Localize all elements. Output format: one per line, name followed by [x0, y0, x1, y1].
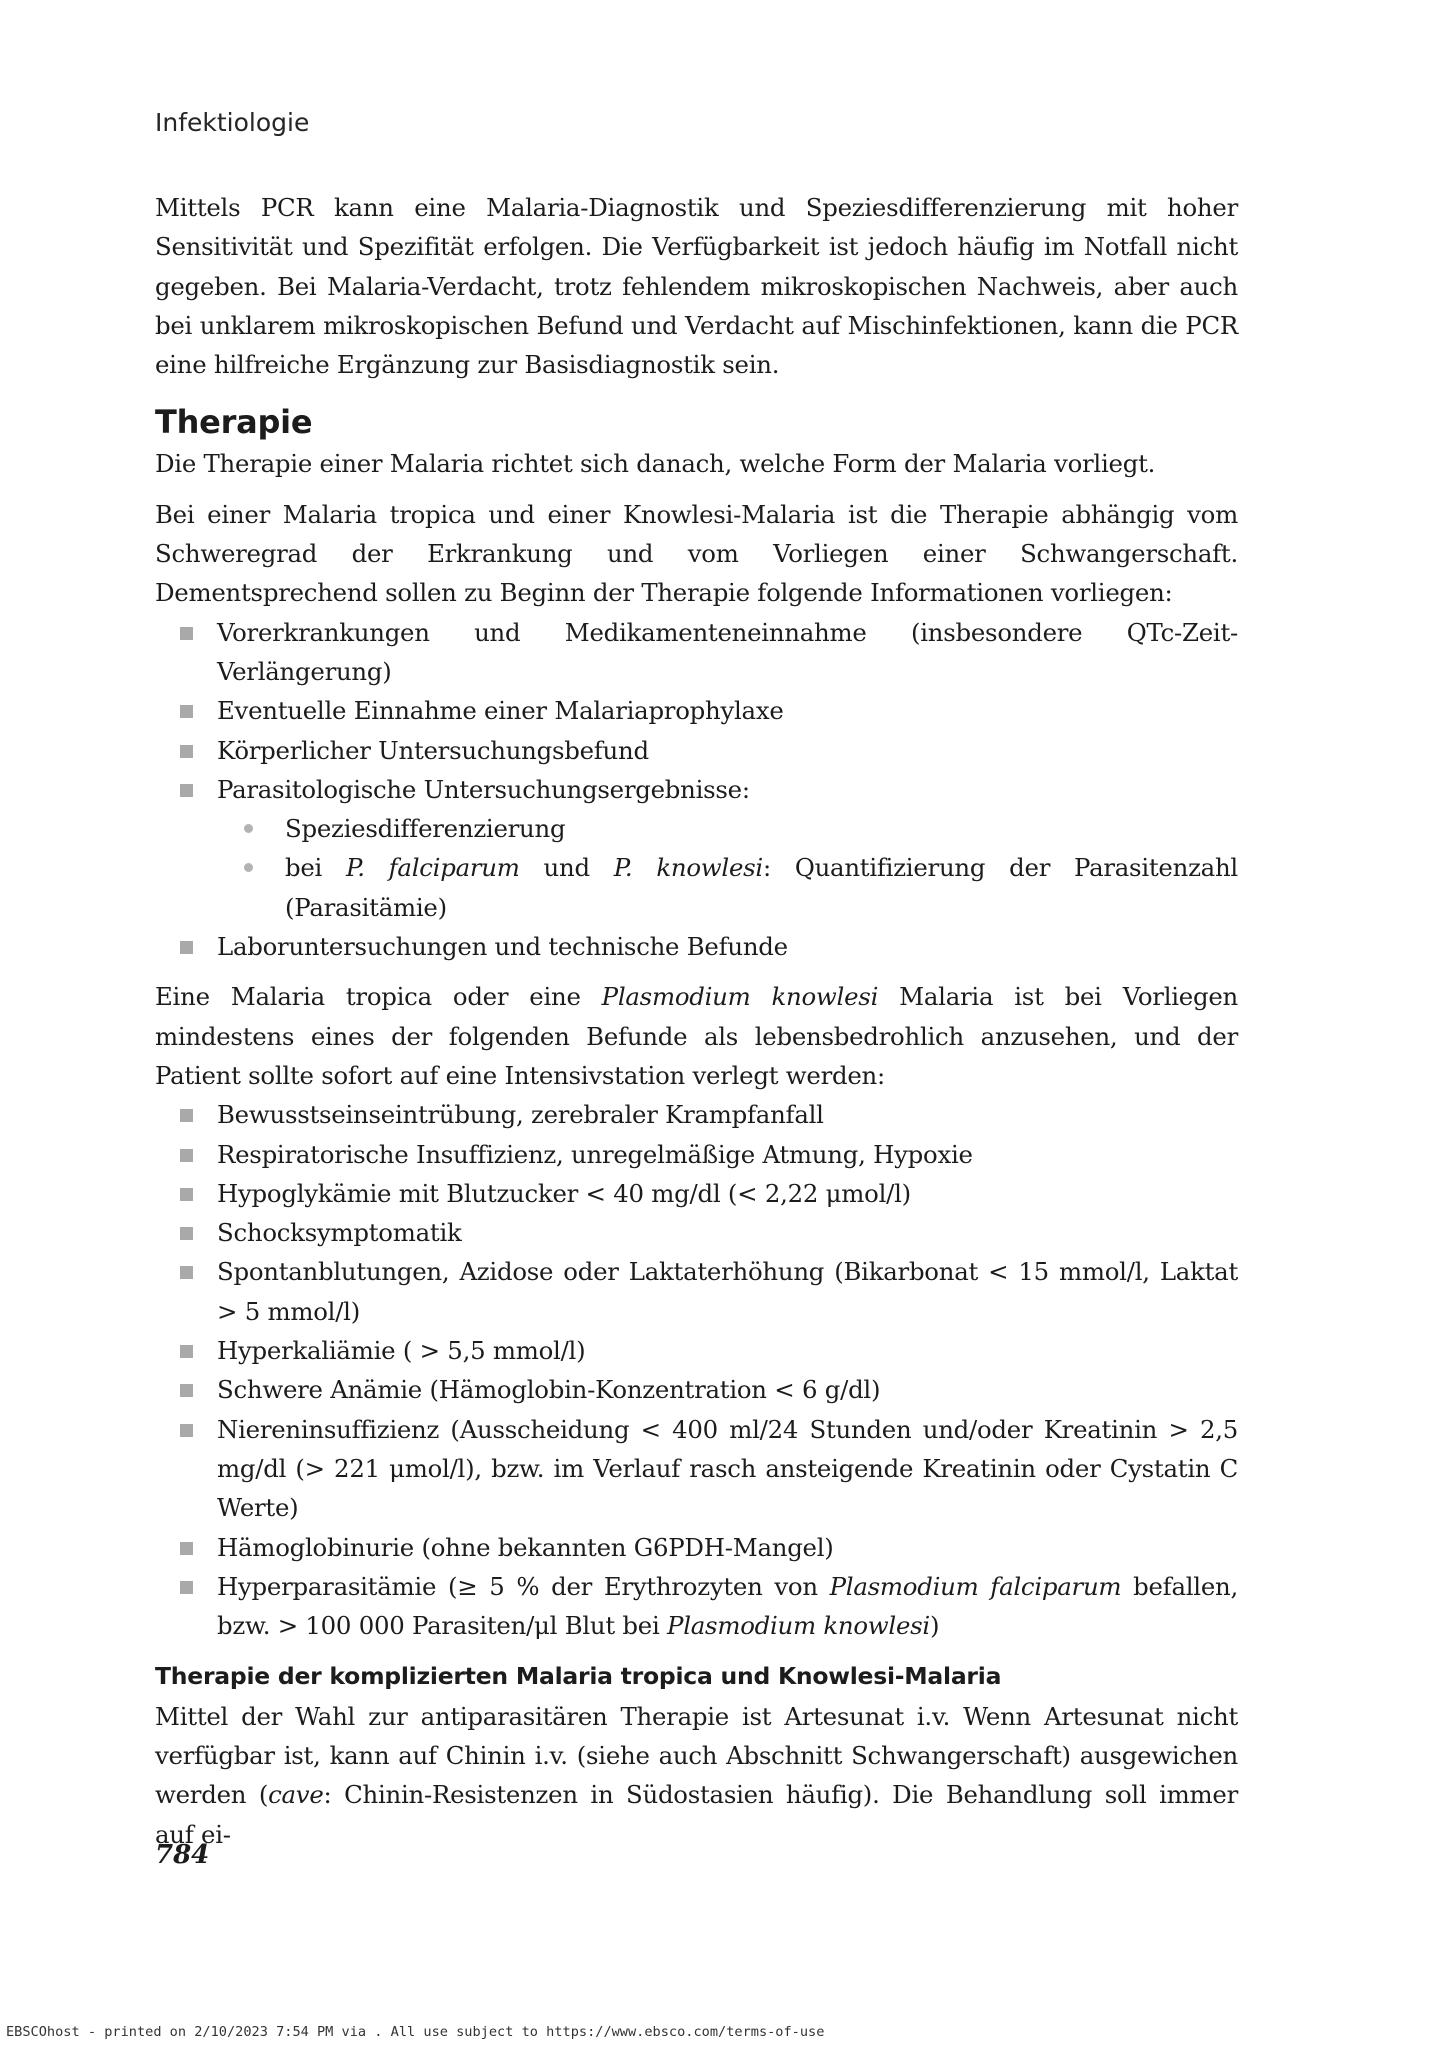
therapie-paragraph-2: Bei einer Malaria tropica und einer Knowlesi-Malaria ist die Therapie abhängig vom Schweregrad der Erkrankung und vom Vorliegen einer Schwangerschaft. Dementsprechend sollen zu Beginn der Therapie folgende Informationen vorliegen:	[155, 499, 1238, 608]
therapie-paragraph-1: Die Therapie einer Malaria richtet sich danach, welche Form der Malaria vorliegt.	[155, 449, 1156, 479]
text-run: Hyperparasitämie (≥ 5 % der Erythrozyten von	[217, 1571, 830, 1601]
square-bullet-icon	[180, 1188, 193, 1201]
page-content	[155, 188, 1238, 1854]
square-bullet-icon	[180, 1149, 193, 1162]
text-run: und	[519, 853, 614, 883]
list-item-text: Hyperkaliämie ( > 5,5 mmol/l)	[217, 1336, 586, 1366]
list-item-text: Schwere Anämie (Hämoglobin-Konzentration < 6 g/dl)	[217, 1375, 881, 1405]
list-item	[155, 731, 1238, 770]
square-bullet-icon	[180, 1384, 193, 1397]
list-item	[155, 1331, 1238, 1370]
sub-list	[217, 809, 1238, 927]
square-bullet-icon	[180, 1424, 193, 1437]
square-bullet-icon	[180, 1266, 193, 1279]
square-bullet-icon	[180, 1227, 193, 1240]
list-item-text: Laboruntersuchungen und technische Befunde	[217, 932, 788, 962]
list-item	[155, 691, 1238, 730]
list-item	[155, 1174, 1238, 1213]
komplizierte-paragraph	[155, 1697, 1238, 1854]
sub-list-item-text: Speziesdifferenzierung	[285, 814, 566, 844]
round-bullet-icon	[244, 824, 253, 833]
list-item-text: Hämoglobinurie (ohne bekannten G6PDH-Mangel)	[217, 1532, 834, 1562]
list-item-text: Hypoglykämie mit Blutzucker < 40 mg/dl (< 2,22 μmol/l)	[217, 1178, 911, 1208]
list-item	[155, 1370, 1238, 1409]
list-item	[155, 613, 1238, 692]
italic-species-name: Plasmodium falciparum	[829, 1571, 1122, 1601]
italic-species-name: P. knowlesi	[613, 853, 763, 883]
square-bullet-icon	[180, 627, 193, 640]
section-heading-therapie: Therapie	[155, 403, 313, 442]
italic-species-name: P. falciparum	[346, 853, 520, 883]
text-run: befallen, bzw. > 100 000 Parasiten/μl Blut bei	[217, 1571, 1238, 1641]
text-run: Mittel der Wahl zur antiparasitären Therapie ist Artesunat i.v. Wenn Artesunat nicht verfügbar ist, kann auf Chinin i.v. (siehe auch Abschnitt Schwangerschaft) ausgewichen werden (	[155, 1701, 1238, 1810]
criteria-list	[155, 1095, 1238, 1645]
square-bullet-icon	[180, 941, 193, 954]
text-run: Malaria ist bei Vorliegen mindestens eines der folgenden Befunde als lebensbedrohlich anzusehen, und der Patient sollte sofort auf eine Intensivstation verlegt werden:	[155, 982, 1238, 1090]
list-item-text: Schocksymptomatik	[217, 1218, 462, 1248]
text-run: bei	[285, 853, 347, 883]
list-item-text: Bewusstseinseintrübung, zerebraler Krampfanfall	[217, 1100, 824, 1130]
list-item-text: Parasitologische Untersuchungsergebnisse:	[217, 774, 750, 804]
list-item-text: Vorerkrankungen und Medikamenteneinnahme (insbesondere QTc-Zeit-Verlängerung)	[217, 617, 1238, 686]
list-item	[155, 1135, 1238, 1174]
list-item	[155, 927, 1238, 966]
round-bullet-icon	[244, 863, 253, 872]
subsection-heading: Therapie der komplizierten Malaria tropica und Knowlesi-Malaria	[155, 1662, 1002, 1691]
list-item	[155, 1528, 1238, 1567]
sub-list-item	[155, 809, 1238, 848]
square-bullet-icon	[180, 705, 193, 718]
italic-species-name: Plasmodium knowlesi	[601, 982, 879, 1012]
list-item-text: Körperlicher Untersuchungsbefund	[217, 735, 649, 765]
intro-paragraph: Mittels PCR kann eine Malaria-Diagnostik und Speziesdifferenzierung mit hoher Sensitivität und Spezifität erfolgen. Die Verfügbarkeit ist jedoch häufig im Notfall nicht gegeben. Bei Malaria-Verdacht, trotz fehlendem mikroskopischen Nachweis, aber auch bei unklarem mikroskopischen Befund und Verdacht auf Mischinfektionen, kann die PCR eine hilfreiche Ergänzung zur Basisdiagnostik sein.	[155, 193, 1238, 380]
square-bullet-icon	[180, 1542, 193, 1555]
italic-species-name: Plasmodium knowlesi	[667, 1611, 930, 1641]
text-run: : Quantifizierung der Parasitenzahl (Parasitämie)	[285, 853, 1238, 922]
info-list	[155, 613, 1238, 967]
square-bullet-icon	[180, 784, 193, 797]
text-run: : Chinin-Resistenzen in Südostasien häufig). Die Behandlung soll immer auf ei-	[155, 1780, 1239, 1849]
text-run: Eine Malaria tropica oder eine	[155, 982, 602, 1012]
sub-list-item	[155, 848, 1238, 927]
print-footer: EBSCOhost - printed on 2/10/2023 7:54 PM via . All use subject to https://www.ebsco.com/terms-of-use	[6, 2024, 825, 2040]
list-item	[155, 1213, 1238, 1252]
list-item	[155, 1095, 1238, 1134]
italic-cave: cave	[268, 1780, 324, 1810]
running-header: Infektiologie	[155, 108, 310, 137]
square-bullet-icon	[180, 1345, 193, 1358]
list-item-text: Respiratorische Insuffizienz, unregelmäßige Atmung, Hypoxie	[217, 1139, 973, 1169]
list-item	[155, 1252, 1238, 1331]
square-bullet-icon	[180, 1581, 193, 1594]
list-item-text: Niereninsuffizienz (Ausscheidung < 400 ml/24 Stunden und/oder Kreatinin > 2,5 mg/dl (> 221 μmol/l), bzw. im Verlauf rasch ansteigende Kreatinin oder Cystatin C Werte)	[217, 1414, 1238, 1523]
list-item-text: Spontanblutungen, Azidose oder Laktaterhöhung (Bikarbonat < 15 mmol/l, Laktat > 5 mmol/l)	[217, 1257, 1238, 1326]
text-run: )	[930, 1611, 940, 1641]
page-number: 784	[155, 1840, 210, 1870]
list-item-text: Eventuelle Einnahme einer Malariaprophylaxe	[217, 696, 784, 726]
square-bullet-icon	[180, 745, 193, 758]
list-item	[155, 1567, 1238, 1646]
list-item	[155, 1410, 1238, 1528]
square-bullet-icon	[180, 1109, 193, 1122]
therapie-paragraph-3	[155, 977, 1238, 1095]
list-item	[155, 770, 1238, 927]
